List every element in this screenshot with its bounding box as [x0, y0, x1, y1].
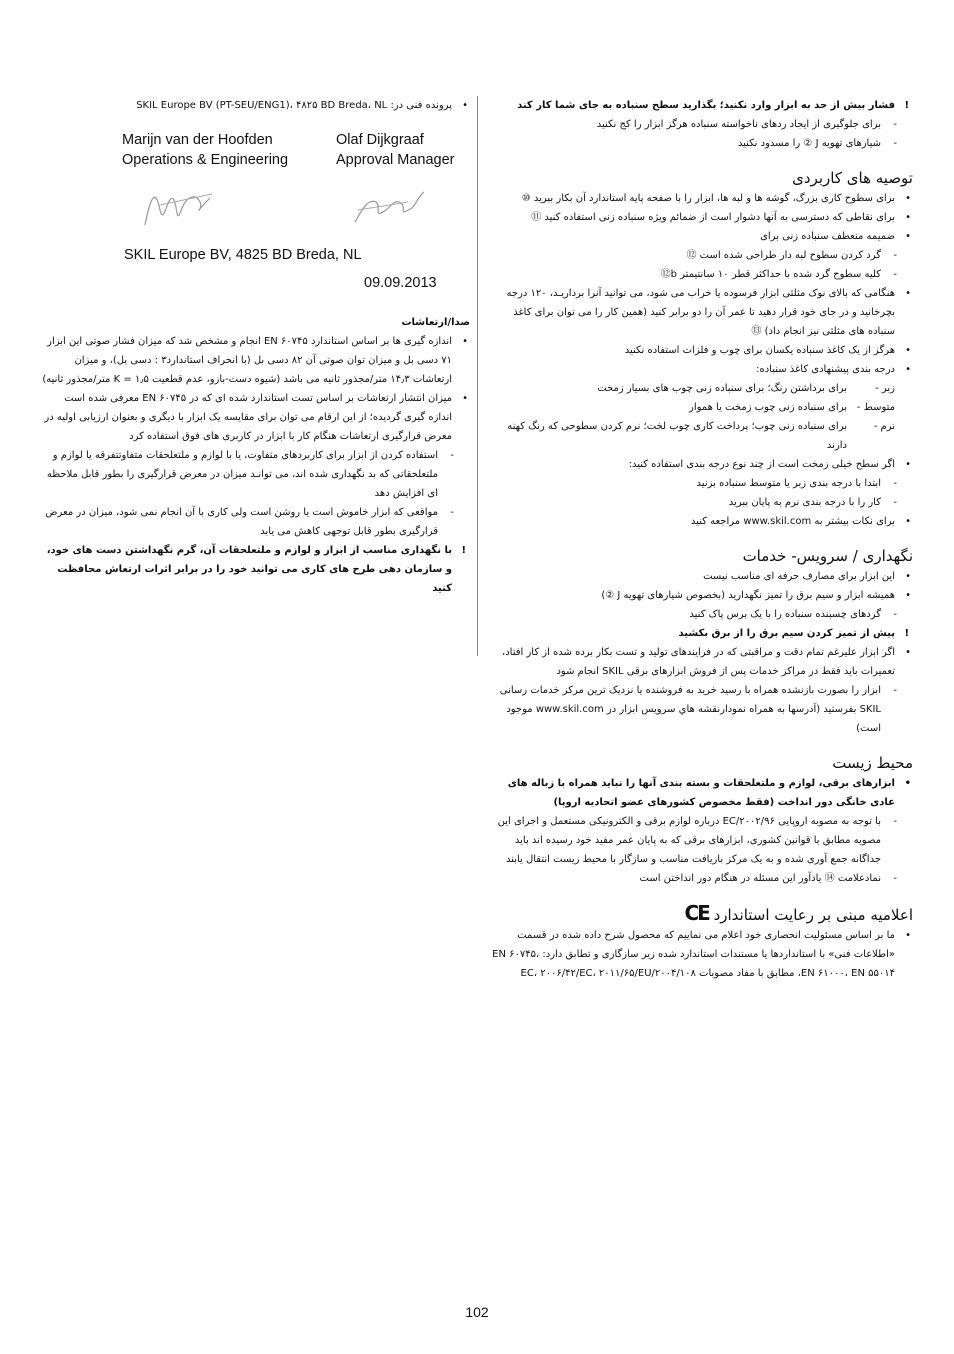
- technical-file-line: • پرونده فنی در: SKIL Europe BV (PT-SEU/ENG1)، ۴۸۲۵ BD Breda، NL: [40, 96, 470, 115]
- bullet-item: • این ابزار برای مصارف حرفه ای مناسب نیست: [485, 567, 913, 586]
- company-address: SKIL Europe BV, 4825 BD Breda, NL: [124, 247, 362, 263]
- section-heading-conformity: [485, 902, 913, 926]
- grade-text: برای برداشتن رنگ؛ برای سنباده زنی چوب های بسیار زمخت: [597, 383, 847, 394]
- grade-label: متوسط -: [856, 402, 895, 413]
- grade-label: زبر -: [875, 383, 895, 394]
- bullet-item: • برای نکات بیشتر به www.skil.com مراجعه کنید: [485, 512, 913, 531]
- section-heading-service: نگهداری / سرویس- خدمات: [742, 547, 913, 565]
- section-heading-tips: توصیه های کاربردی: [792, 169, 913, 187]
- grade-label: نرم -: [873, 421, 895, 432]
- left-column: [40, 96, 470, 115]
- bullet-item: • هرگز از یک کاغذ سنباده یکسان برای چوب و فلزات استفاده نکنید: [485, 341, 913, 360]
- bullet-item: • ضمیمه منعطف سنباده زنی برای: [485, 227, 913, 246]
- right-column: [485, 96, 913, 983]
- bullet-item: • همیشه ابزار و سیم برق را تمیز نگهدارید (بخصوص شیارهای تهویه J ②): [485, 586, 913, 605]
- dash-item: - با توجه به مصوبه اروپایی ۲۰۰۲/۹۶/EC درباره لوازم برقی و الکترونیکی مستعمل و اجرای این مصوبه مطابق با قوانین کشوری، ابزارهای برقی که به پایان عمر مفید خود رسیده اند باید جداگانه جمع آوری شده و به یک مرکز بازیافت مناسب و سازگار با محیط زیست انتقال یابند: [485, 812, 913, 869]
- dash-item: - مواقعی که ابزار خاموش است یا روشن است ولی کاری با آن انجام نمی شود، میزان در معرض قرارگیری بطور قابل توجهی کاهش می یابد: [40, 503, 470, 541]
- signatory-name: Marijn van der Hoofden: [122, 132, 273, 148]
- declaration-date: 09.09.2013: [364, 275, 437, 291]
- dash-item: - استفاده کردن از ابزار برای کاربردهای متفاوت، یا با لوازم و ملتعلحقات متفاوتتفرقه یا لوازم و ملتعلحقاتی که بد نگهداری شده اند، می توانـد میزان در معرض قرارگیری را بطور قابل ملاحظه ای افزایش دهد: [40, 446, 470, 503]
- grade-row: [485, 398, 913, 417]
- bullet-item: • میزان انتشار ارتعاشات بر اساس تست استاندارد شده ای که در EN ۶۰۷۴۵ معرفی شده است اندازه گیری گردیده؛ از این ارقام می توان برای مقایسه یک ابزار با دیگری و بعنوان ارزیابی اولیه در معرض قرارگیری ارتعاشات هنگام کار با ابزار در کاربری های فوق استفاده کرد: [40, 389, 470, 446]
- signatory-role: Approval Manager: [336, 152, 455, 168]
- bullet-item: • اگر سطح خیلی زمخت است از چند نوع درجه بندی استفاده کنید:: [485, 455, 913, 474]
- ce-mark-icon: CE: [684, 901, 709, 925]
- dash-item: - برای جلوگیری از ایجاد ردهای ناخواسته سنباده هرگز ابزار را کج نکنید: [485, 115, 913, 134]
- signatures-image: [140, 180, 440, 235]
- page-number: 102: [465, 1304, 489, 1320]
- grade-text: برای سنباده زنی چوب؛ پرداخت کاری چوب لخت؛ نرم کردن سطوحی که رنگ کهنه دارند: [507, 421, 847, 451]
- dash-item: - گردهای چسبنده سنباده را با یک برس پاک کنید: [485, 605, 913, 624]
- bullet-item: • درجه بندی پیشنهادی کاغذ سنباده:: [485, 360, 913, 379]
- signatory-1: [122, 130, 336, 170]
- dash-item: - گرد کردن سطوح لبه دار طراحی شده است ⑫: [485, 246, 913, 265]
- column-divider: [477, 96, 478, 656]
- grade-text: برای سنباده زنی چوب زمخت یا هموار: [689, 402, 847, 413]
- ce-heading-text: اعلامیه مبنی بر رعایت استاندارد: [713, 906, 913, 924]
- section-heading-environment: محیط زیست: [832, 754, 913, 772]
- bullet-item: • اگر ابزار علیرغم تمام دقت و مراقبتی که در فرایندهای تولید و تست بکار برده شده از کار افتاد، تعمیرات باید فقط در مراکز خدمات پس از فروش ابزارهای برقی SKIL انجام شود: [485, 643, 913, 681]
- signatory-name: Olaf Dijkgraaf: [336, 132, 424, 148]
- bullet-item: • برای نقاطی که دسترسی به آنها دشوار است از ضمائم ویژه سنباده زنی استفاده کنید ⑪: [485, 208, 913, 227]
- section-heading-noise: صدا/ارتعاشات: [401, 317, 470, 328]
- dash-item: - شیارهای تهویه J ② را مسدود نکنید: [485, 134, 913, 153]
- bullet-item: • هنگامی که بالای نوک مثلثی ابزار فرسوده یا خراب می شود، می توانید آنرا برداریـد، ۱۲۰ درجه بچرخانید و در جای خود قرار دهید تا عمر آن را دو برابر کنید (همین کار را می توان برای کاغذ سنباده های مثلثی نیز انجام داد) ⑬: [485, 284, 913, 341]
- dash-item: - کار را با درجه بندی نرم به پایان ببرید: [485, 493, 913, 512]
- noise-section: [40, 314, 470, 598]
- bullet-item: • اندازه گیری ها بر اساس استاندارد EN ۶۰۷۴۵ انجام و مشخص شد که میزان فشار صوتی این ابزار ۷۱ دسی بل و میزان توان صوتی آن ۸۲ دسی بل (با انحراف استاندارد۳ : دسی بل)، و میزان ارتعاشات ۱۴٫۳ متر/مجذور ثانیه می باشد (شیوه دست-بازو، عدم قطعیت K = ۱٫۵ متر/مجذور ثانیه): [40, 332, 470, 389]
- dash-item: - نمادعلامت ⑭ یادآور این مسئله در هنگام دور انداختن است: [485, 869, 913, 888]
- warning-vibration: ! با نگهداری مناسب از ابزار و لوازم و ملتعلحقات آن، گرم نگهداشتن دست های خود، و سازمان دهی طرح های کاری می توانید خود را در برابر اثرات ارتعاش محافظت کنید: [40, 541, 470, 598]
- bullet-item: • ما بر اساس مسئولیت انحصاری خود اعلام می نماییم که محصول شرح داده شده در قسمت «اطلاعات فنی» با استانداردها یا مستندات استاندارد شده زیر سازگاری و تطابق دارد: EN ۶۰۷۴۵، EN ۶۱۰۰۰، EN ۵۵۰۱۴، مطابق با مفاد مصوبات ۲۰۰۴/۱۰۸/EC، ۲۰۰۶/۴۲/EC، ۲۰۱۱/۶۵/EU: [485, 926, 913, 983]
- bullet-item: • ابزارهای برقی، لوازم و ملتعلحقات و بسته بندی آنها را نباید همراه با زباله های عادی خانگی دور انداخت (فقط مخصوص کشورهای عضو اتحادیه اروپا): [485, 774, 913, 812]
- bullet-item: • برای سطوح کاری بزرگ، گوشه ها و لبه ها، ابزار را با صفحه پایه استاندارد آن بکار ببرید ⑩: [485, 189, 913, 208]
- dash-item: - کلیه سطوح گرد شده با حداکثر قطر ۱۰ سانتیمتر b⑫: [485, 265, 913, 284]
- dash-item: - ابتدا با درجه بندی زبر یا متوسط سنباده بزنید: [485, 474, 913, 493]
- signatory-2: [336, 130, 455, 170]
- signatories: [122, 130, 472, 170]
- grade-row: [485, 417, 913, 455]
- warning-unplug: ! پیش از تمیز کردن سیم برق را از برق بکشید: [485, 624, 913, 643]
- grade-row: [485, 379, 913, 398]
- dash-item: - ابزار را بصورت بازنشده همراه با رسید خرید به فروشنده یا نزدیک ترین مرکز خدمات رسانی SKIL بفرستید (آدرسها به همراه نمودارنقشه هاي سرويس ابزار در www.skil.com موجود است): [485, 681, 913, 738]
- warning-pressure: ! فشار بیش از حد به ابزار وارد نکنید؛ بگذارید سطح سنباده به جای شما کار کند: [485, 96, 913, 115]
- signatory-role: Operations & Engineering: [122, 152, 289, 168]
